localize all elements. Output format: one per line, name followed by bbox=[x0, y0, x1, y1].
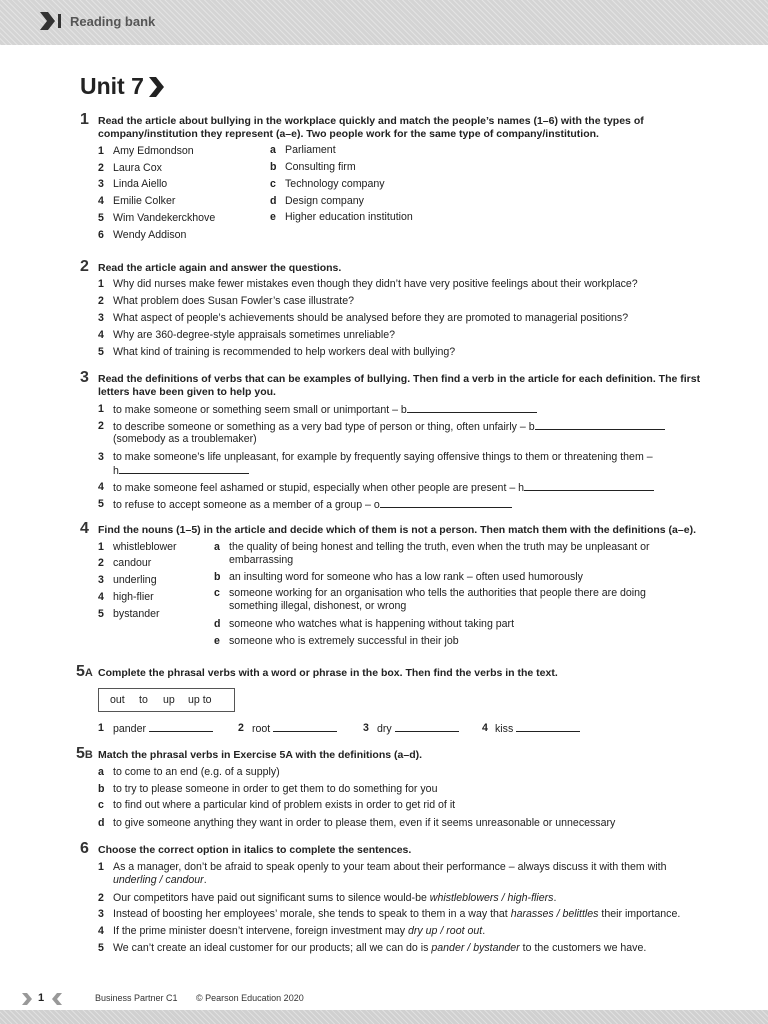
exercise-number: 5A bbox=[76, 663, 93, 680]
exercise-instruction: Complete the phrasal verbs with a word or phrase in the box. Then find the verbs in the text. bbox=[98, 667, 558, 679]
copyright: © Pearson Education 2020 bbox=[196, 993, 304, 1003]
exercise-instruction: Read the article again and answer the questions. bbox=[98, 262, 342, 274]
answer-blank[interactable] bbox=[407, 403, 537, 413]
word-box bbox=[98, 688, 235, 712]
list-item-continuation: something illegal, dishonest, or wrong bbox=[229, 600, 407, 612]
footer-band bbox=[0, 1010, 768, 1024]
exercise-number: 1 bbox=[80, 111, 89, 128]
page-footer bbox=[0, 988, 768, 1008]
answer-blank[interactable] bbox=[524, 481, 654, 491]
answer-blank[interactable] bbox=[149, 722, 213, 732]
exercise-number: 2 bbox=[80, 258, 89, 275]
header-band bbox=[0, 0, 768, 45]
exercise-instruction: Choose the correct option in italics to complete the sentences. bbox=[98, 844, 412, 856]
exercise-number: 5B bbox=[76, 745, 93, 762]
answer-blank[interactable] bbox=[380, 498, 512, 508]
answer-blank[interactable] bbox=[395, 722, 459, 732]
chevron-left-icon bbox=[52, 993, 62, 1005]
exercise-instruction: Read the article about bullying in the workplace quickly and match the people’s names (1–6) with the types of company/institution they represent (a–e). Two people work for the same type of company/institution. bbox=[98, 115, 644, 140]
answer-blank[interactable] bbox=[516, 722, 580, 732]
unit-title-text: Unit 7 bbox=[80, 73, 144, 99]
list-item-continuation: embarrassing bbox=[229, 554, 294, 566]
box-word: to bbox=[139, 694, 148, 706]
exercise-number: 3 bbox=[80, 369, 89, 386]
italic-options: harasses / belittles bbox=[510, 908, 599, 920]
box-word: up to bbox=[188, 694, 212, 706]
italic-options: whistleblowers / high-fliers bbox=[429, 892, 554, 904]
exercise-number: 6 bbox=[80, 840, 89, 857]
unit-title bbox=[80, 73, 164, 100]
answer-blank[interactable] bbox=[273, 722, 337, 732]
box-word: out bbox=[110, 694, 125, 706]
header-title: Reading bank bbox=[70, 14, 156, 29]
box-word: up bbox=[163, 694, 175, 706]
exercise-number: 4 bbox=[80, 520, 89, 537]
italic-options: pander / bystander bbox=[431, 942, 520, 954]
book-title: Business Partner C1 bbox=[95, 993, 178, 1003]
chevron-right-icon bbox=[148, 77, 164, 97]
italic-options: underling / candour bbox=[113, 874, 204, 886]
chevron-right-icon bbox=[22, 993, 32, 1005]
list-item-continuation: underling / candour. bbox=[113, 874, 207, 886]
answer-blank[interactable] bbox=[535, 420, 665, 430]
italic-options: dry up / root out bbox=[408, 925, 483, 937]
double-chevron-right-icon bbox=[40, 12, 64, 35]
exercise-instruction: Find the nouns (1–5) in the article and decide which of them is not a person. Then match them with the definitions (a–e). bbox=[98, 524, 696, 536]
list-item-continuation: (somebody as a troublemaker) bbox=[113, 433, 257, 445]
exercise-instruction: Read the definitions of verbs that can be examples of bullying. Then find a verb in the article for each definition. The first letters have been given to help you. bbox=[98, 373, 701, 398]
exercise-instruction: Match the phrasal verbs in Exercise 5A with the definitions (a–d). bbox=[98, 749, 423, 761]
list-item-continuation: h bbox=[113, 464, 249, 478]
answer-blank[interactable] bbox=[119, 464, 249, 474]
page-number: 1 bbox=[38, 992, 45, 1004]
